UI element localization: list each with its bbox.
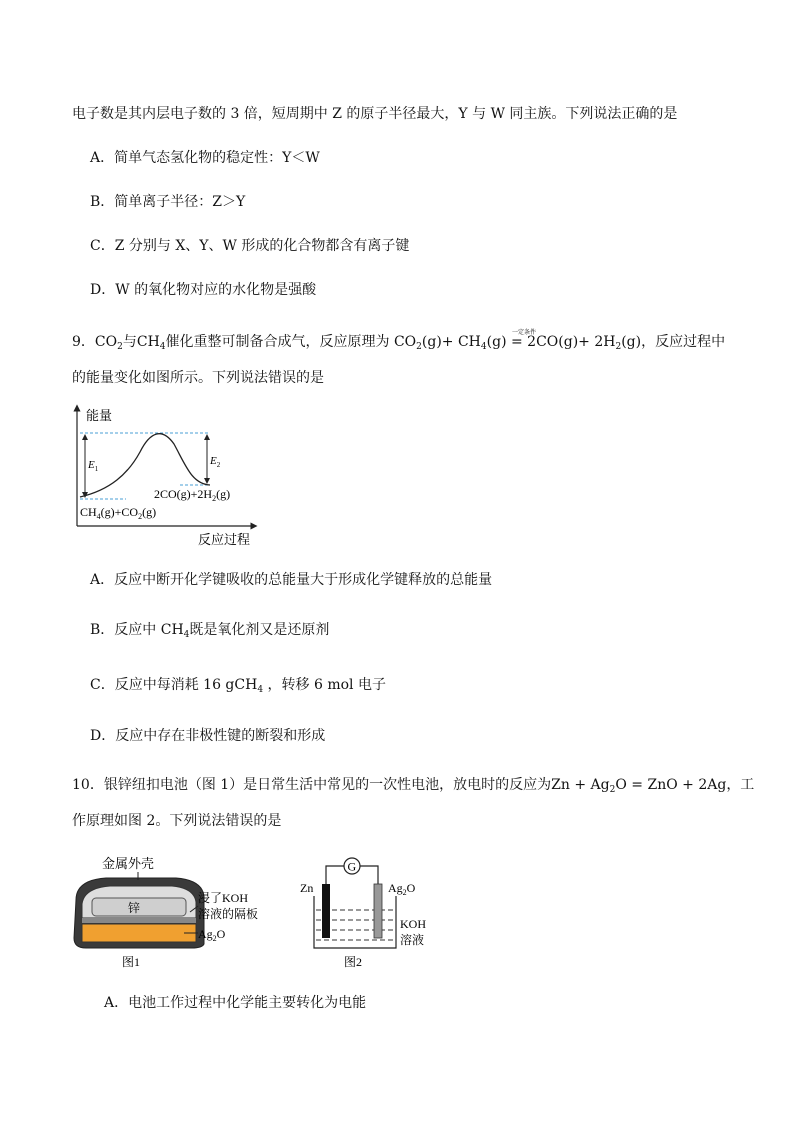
ag2o-electrode	[374, 884, 382, 938]
button-cell-figure	[66, 852, 280, 972]
koh-label: KOH	[400, 917, 426, 931]
q9-equation: $CO_2(g)+ CH_4(g)$ 一定条件 = $2CO(g)+ 2H_2(g)$	[393, 329, 642, 352]
q8-option-b: B．简单离子半径：Z＞Y	[90, 194, 246, 210]
q10-option-a: A．电池工作过程中化学能主要转化为电能	[104, 995, 367, 1011]
figure1-caption: 图1	[122, 955, 141, 969]
zinc-label: 锌	[128, 901, 141, 915]
q9-option-d: D．反应中存在非极性键的断裂和形成	[90, 728, 326, 744]
q8-option-a: A．简单气态氢化物的稳定性：Y＜W	[90, 150, 320, 166]
q9-text2: ，反应过程中	[641, 334, 726, 350]
q9-option-a: A．反应中断开化学键吸收的总能量大于形成化学键释放的总能量	[90, 572, 493, 588]
q10-stem-line2: 作原理如图 2。下列说法错误的是	[72, 813, 282, 829]
product-label: $2CO(g)+2H_2(g)$	[154, 487, 231, 503]
q10-equation: $Zn + Ag_2O$ = ZnO + 2Ag	[551, 777, 727, 795]
reactant-label: $CH_4(g)+CO_2(g)$	[80, 505, 157, 521]
ag2o-layer	[82, 924, 196, 942]
q8-option-c: C．Z 分别与 X、Y、W 形成的化合物都含有离子键	[90, 238, 410, 254]
q9-text1: 催化重整可制备合成气，反应原理为	[165, 334, 390, 350]
separator-layer	[82, 918, 196, 923]
galvanometer-label: G	[347, 859, 357, 874]
q8-option-d: D．W 的氧化物对应的水化物是强酸	[90, 282, 317, 298]
energy-x-label: 反应过程	[198, 532, 251, 547]
q9-ch4: $CH_4$	[136, 334, 166, 352]
energy-diagram	[70, 404, 270, 552]
separator-label-2: 溶液的隔板	[198, 907, 259, 921]
q9-stem-line2: 的能量变化如图所示。下列说法错误的是	[72, 370, 324, 386]
zn-label: Zn	[300, 881, 314, 895]
q9-co2: $CO_2$	[94, 334, 123, 352]
solution-label: 溶液	[400, 933, 425, 947]
q9-with: 与	[122, 334, 137, 350]
e2-label: $E_2$	[210, 455, 221, 469]
ag2o-label: $Ag_2O$	[198, 927, 226, 943]
figure2-caption: 图2	[344, 955, 363, 969]
shell-label: 金属外壳	[102, 856, 155, 871]
separator-label-1: 浸了KOH	[198, 891, 248, 905]
q9-equation-arrow: 一定条件 =	[510, 329, 536, 350]
energy-y-label: 能量	[86, 408, 113, 423]
q9-option-b: B．反应中 $CH_4$既是氧化剂又是还原剂	[90, 622, 330, 640]
e1-label: $E_1$	[88, 459, 99, 473]
zinc-electrode	[322, 884, 330, 938]
intro-line: 电子数是其内层电子数的 3 倍，短周期中 Z 的原子半径最大，Y 与 W 同主族。下列说法正确的是	[72, 106, 678, 122]
ag2o-electrode-label: $Ag_2O$	[388, 881, 416, 897]
q9-number: 9．	[72, 334, 95, 350]
q9-stem-line1	[72, 329, 726, 357]
galvanic-cell-figure	[298, 852, 448, 972]
q10-stem-line1: 10．银锌纽扣电池（图 1）是日常生活中常见的一次性电池，放电时的反应为$Zn + Ag_2O$ = ZnO + 2Ag，工	[72, 777, 755, 795]
q9-option-c: C．反应中每消耗 16 gCH$_4$ ，转移 6 mol 电子	[90, 677, 386, 695]
